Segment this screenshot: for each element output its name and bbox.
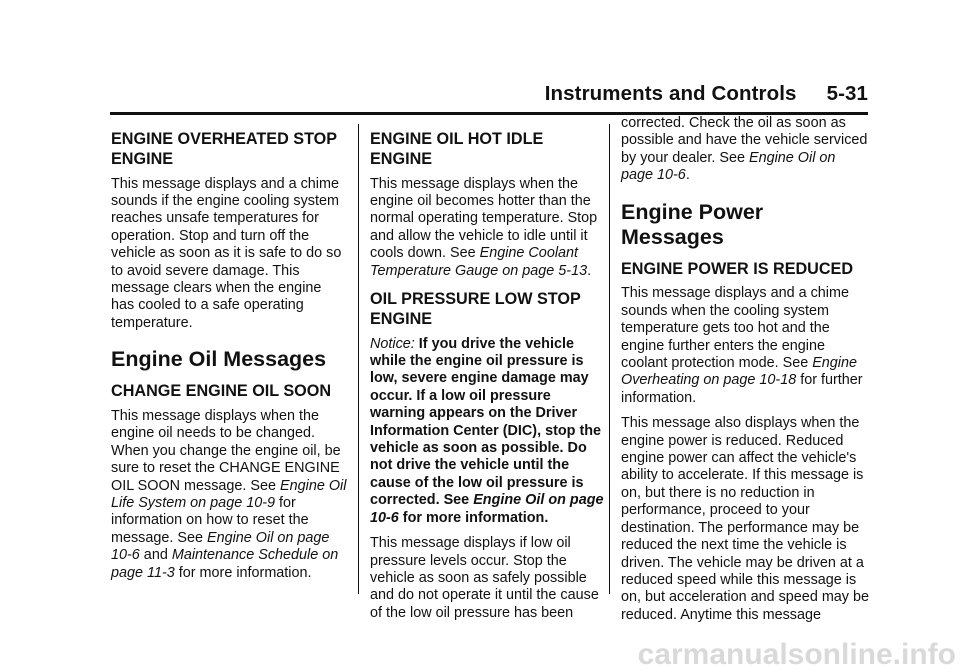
heading-engine-overheated: ENGINE OVERHEATED STOP ENGINE xyxy=(111,130,337,168)
xref-engine-oil-dealer[interactable]: Engine Oil on page 10-6 xyxy=(621,149,836,184)
xref-engine-oil[interactable]: Engine Oil on page 10-6 xyxy=(111,529,330,564)
heading-oil-hot-idle: ENGINE OIL HOT IDLE ENGINE xyxy=(370,130,544,168)
heading-change-engine-oil: CHANGE ENGINE OIL SOON xyxy=(111,382,332,401)
xref-maintenance-schedule[interactable]: Maintenance Schedule on page 11-3 xyxy=(111,547,339,581)
column-2 xyxy=(370,120,606,630)
heading-oil-pressure-low: OIL PRESSURE LOW STOP ENGINE xyxy=(370,290,581,328)
xref-engine-overheating[interactable]: Engine Overheating on page 10-18 xyxy=(621,355,858,389)
watermark: carmanualsonline.info xyxy=(637,638,956,671)
column-divider-2 xyxy=(609,124,610,594)
column-divider-1 xyxy=(358,124,359,594)
section-title: Instruments and Controls xyxy=(544,82,797,105)
column-3 xyxy=(621,115,871,632)
xref-coolant-temp-gauge[interactable]: Engine Coolant Temperature Gauge on page 5-13 xyxy=(370,245,588,279)
notice-label: Notice: xyxy=(370,335,415,352)
paragraph-power-reduced-1: This message displays and a chime sounds when the cooling system temperature gets too hot and the engine further enters the engine coolant protection mode. See Engine Overheating on page 10-18 for further information. xyxy=(621,285,863,406)
heading-engine-power-messages: Engine Power Messages xyxy=(621,199,764,249)
paragraph-change-oil: This message displays when the engine oil needs to be changed. When you change the engine oil, be sure to reset the CHANGE ENGINE OIL SOON message. See Engine Oil Life System on page 10-9 for information on how to reset the message. See Engine Oil on page 10-6 and Maintenance Schedule on page 11-3 for more information. xyxy=(111,408,347,581)
heading-engine-oil-messages: Engine Oil Messages xyxy=(111,347,327,372)
paragraph-continued: corrected. Check the oil as soon as possible and have the vehicle serviced by your dealer. See Engine Oil on page 10-6. xyxy=(621,115,868,184)
page-number: 5-31 xyxy=(826,82,868,105)
paragraph-power-reduced-2: This message also displays when the engine power is reduced. Reduced engine power can affect the vehicle's ability to accelerate. If this message is on, but there is no reduction in performance, proceed to your destination. The performance may be reduced the next time the vehicle is driven. The vehicle may be driven at a reduced speed while this message is on, but acceleration and speed may be reduced. Anytime this message xyxy=(621,415,870,623)
paragraph-oil-hot: This message displays when the engine oil becomes hotter than the normal operating temperature. Stop and allow the vehicle to idle until it cools down. See Engine Coolant Temperature Gauge on page 5-13. xyxy=(370,175,598,279)
xref-engine-oil-notice[interactable]: Engine Oil on page 10-6 xyxy=(370,492,604,526)
running-header xyxy=(110,82,868,106)
paragraph-oil-pressure: This message displays if low oil pressure levels occur. Stop the vehicle as soon as safely possible and do not operate it until the cause of the low oil pressure has been xyxy=(370,535,599,621)
column-1 xyxy=(111,120,347,590)
xref-oil-life-system[interactable]: Engine Oil Life System on page 10-9 xyxy=(111,477,347,512)
heading-engine-power-reduced: ENGINE POWER IS REDUCED xyxy=(621,259,854,278)
notice-oil-pressure: Notice: If you drive the vehicle while the engine oil pressure is low, severe engine damage may occur. If a low oil pressure warning appears on the Driver Information Center (DIC), stop the vehicle as soon as possible. Do not drive the vehicle until the cause of the low oil pressure is corrected. See Engine Oil on page 10-6 for more information. xyxy=(370,335,604,526)
paragraph-overheated: This message displays and a chime sounds if the engine cooling system reaches unsafe temperatures for operation. Stop and turn off the vehicle as soon as it is safe to do so to avoid severe damage. This message clears when the engine has cooled to a safe operating temperature. xyxy=(111,175,342,331)
